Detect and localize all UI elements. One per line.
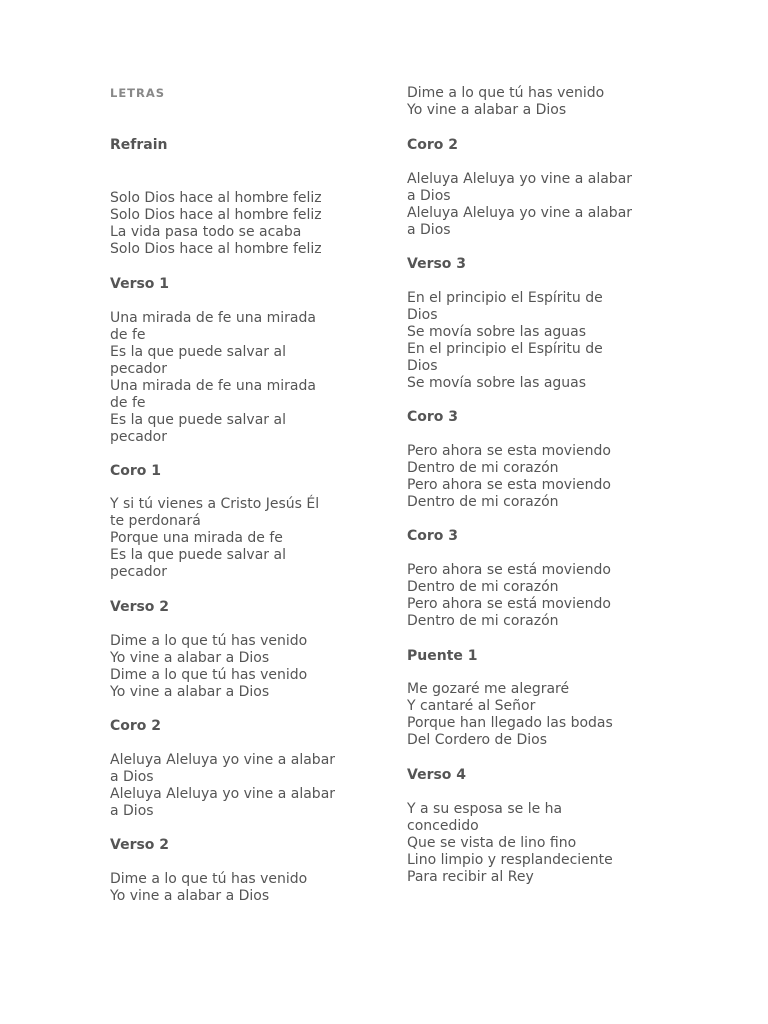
lyric-line: Dime a lo que tú has venido [407, 85, 605, 101]
lyric-line: a Dios [407, 188, 451, 204]
lyric-line: de fe [110, 395, 146, 411]
lyric-line: a Dios [110, 769, 154, 785]
section-title-verso-2b: Verso 2 [110, 837, 170, 853]
lyric-line: Dios [407, 307, 438, 323]
section-title-refrain: Refrain [110, 137, 168, 153]
lyric-line: a Dios [110, 803, 154, 819]
lyric-line: Dime a lo que tú has venido [110, 667, 308, 683]
lyric-line: Es la que puede salvar al [110, 412, 286, 428]
section-lines-verso-1 [110, 310, 316, 446]
lyric-line: En el principio el Espíritu de [407, 290, 603, 306]
section-title-puente-1: Puente 1 [407, 648, 478, 664]
lyric-line: Solo Dios hace al hombre feliz [110, 241, 322, 257]
lyric-line: Pero ahora se está moviendo [407, 596, 611, 612]
lyric-line: Es la que puede salvar al [110, 344, 286, 360]
lyric-line: pecador [110, 429, 167, 445]
lyric-line: Pero ahora se esta moviendo [407, 443, 611, 459]
section-lines-puente-1 [407, 681, 613, 749]
lyric-line: Yo vine a alabar a Dios [110, 684, 270, 700]
section-lines-refrain [110, 190, 322, 258]
lyric-line: Me gozaré me alegraré [407, 681, 570, 697]
lyric-line: Yo vine a alabar a Dios [407, 102, 567, 118]
section-title-verso-3: Verso 3 [407, 256, 467, 272]
section-lines-verso-3 [407, 290, 603, 392]
lyric-line: de fe [110, 327, 146, 343]
section-title-coro-3: Coro 3 [407, 409, 459, 425]
section-lines-coro-2 [110, 752, 335, 820]
lyric-line: Aleluya Aleluya yo vine a alabar [407, 171, 633, 187]
lyric-line: te perdonará [110, 513, 201, 529]
section-lines-verso-2-cont [407, 85, 604, 119]
lyric-line: Dentro de mi corazón [407, 579, 559, 595]
lyric-line: Pero ahora se esta moviendo [407, 477, 611, 493]
lyric-line: Para recibir al Rey [407, 869, 534, 885]
lyric-line: Porque una mirada de fe [110, 530, 283, 546]
lyric-line: Dentro de mi corazón [407, 494, 559, 510]
lyric-line: Del Cordero de Dios [407, 732, 548, 748]
lyric-line: Dentro de mi corazón [407, 613, 559, 629]
lyric-line: Dime a lo que tú has venido [110, 633, 308, 649]
lyric-line: pecador [110, 361, 167, 377]
section-title-verso-2: Verso 2 [110, 599, 170, 615]
lyric-line: Solo Dios hace al hombre feliz [110, 207, 322, 223]
section-title-coro-2: Coro 2 [110, 718, 162, 734]
lyric-line: Que se vista de lino fino [407, 835, 577, 851]
lyric-line: Solo Dios hace al hombre feliz [110, 190, 322, 206]
section-lines-verso-4 [407, 801, 613, 886]
header-label: LETRAS [110, 86, 166, 100]
lyric-line: Dentro de mi corazón [407, 460, 559, 476]
lyric-line: Yo vine a alabar a Dios [110, 650, 270, 666]
section-title-verso-4: Verso 4 [407, 767, 467, 783]
section-lines-verso-2 [110, 633, 307, 701]
lyric-line: Y cantaré al Señor [407, 698, 536, 714]
lyric-line: Aleluya Aleluya yo vine a alabar [110, 786, 336, 802]
section-title-coro-1: Coro 1 [110, 463, 162, 479]
lyric-line: concedido [407, 818, 479, 834]
lyric-line: Y a su esposa se le ha [407, 801, 563, 817]
section-title-coro-3b: Coro 3 [407, 528, 459, 544]
lyric-line: pecador [110, 564, 167, 580]
lyric-line: Yo vine a alabar a Dios [110, 888, 270, 904]
lyric-line: Pero ahora se está moviendo [407, 562, 611, 578]
section-lines-coro-3b [407, 562, 611, 630]
lyric-line: Y si tú vienes a Cristo Jesús Él [110, 496, 320, 512]
lyric-line: Se movía sobre las aguas [407, 375, 587, 391]
lyric-line: Es la que puede salvar al [110, 547, 286, 563]
lyric-line: Aleluya Aleluya yo vine a alabar [110, 752, 336, 768]
lyric-line: La vida pasa todo se acaba [110, 224, 302, 240]
section-lines-coro-2 [407, 171, 632, 239]
section-lines-coro-1 [110, 496, 319, 581]
lyric-line: Dios [407, 358, 438, 374]
lyric-line: Una mirada de fe una mirada [110, 378, 316, 394]
lyric-line: a Dios [407, 222, 451, 238]
lyric-line: Dime a lo que tú has venido [110, 871, 308, 887]
lyric-line: Porque han llegado las bodas [407, 715, 613, 731]
section-title-coro-2: Coro 2 [407, 137, 459, 153]
section-lines-verso-2b [110, 871, 307, 905]
section-lines-coro-3 [407, 443, 611, 511]
lyric-line: Aleluya Aleluya yo vine a alabar [407, 205, 633, 221]
lyric-line: Se movía sobre las aguas [407, 324, 587, 340]
lyric-line: En el principio el Espíritu de [407, 341, 603, 357]
lyric-line: Lino limpio y resplandeciente [407, 852, 613, 868]
lyric-line: Una mirada de fe una mirada [110, 310, 316, 326]
section-title-verso-1: Verso 1 [110, 276, 170, 292]
